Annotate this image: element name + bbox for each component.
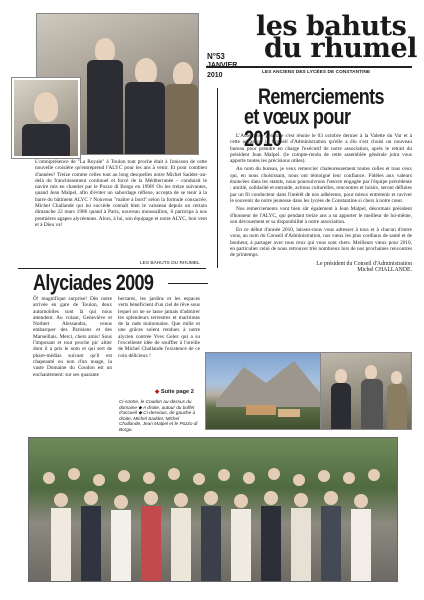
column-divider: [217, 88, 218, 268]
alyciades-continued: [155, 389, 194, 395]
masthead-tagline: LES ANCIENS DES LYCÉES DE CONSTANTINE: [262, 69, 371, 74]
remerciements-paragraph-4: En ce début d'année 2010, laissez-nous vous adresser à tous et à chacun d'entre vous, au nom du Conseil d'Administration, nos vœux les plus cordiaux de santé et de bonheur, à partager avec tous ceux qui vous sont chers. Meilleurs vœux pour 2010, en particulier celui de nous retrouver très nombreux lors de nos prochaines rencontres de printemps.: [230, 227, 412, 259]
royale-signature: LES BAHUTS DU RHUMEL: [140, 261, 200, 266]
remerciements-title-line1: Remerciements: [258, 84, 384, 109]
section-rule-left: [18, 268, 206, 269]
photo-caption: Ci-contre, le Coudon au-dessus du domaine ◆ A droite, autour du buffet d'accueil ◆ Ci-dessous, de gauche à droite, Michel Sadder, Michel Challande, Jean Malpel et le Pozzo di Borgo.: [119, 399, 198, 432]
group-photo: [28, 437, 398, 582]
masthead-title-line2: du rhumel: [264, 33, 417, 64]
alyciades-column-1: Ô! magnifique surprise! Dès notre arrivée en gare de Toulon, deux automobiles sont là qui nous attendent. Au volant, Geneviève et Norbert Alessandra, venus embarquer des Parisiens et des Marseillais. Merci, chers amis! Sous l'imposant et tout proche pic altier dont il a pris le nom et qui sert de phare-médias suivant qu'il est chapeauté ou non d'un nuage, la vaste Domaine du Coudon est un enchantement: sur ses quarante: [33, 296, 112, 378]
royale-article: L'omniprésence de "La Royale" à Toulon tout proche était à l'unisson de cette nouvelle croisière qu'entreprend l'ALYC pour les ans à venir. Et pour combien d'années? Treize comme celles tout au long desquelles notre Michel Sadder–au-delà du franchissement continuel et forcé de la Méditerranée – conduisit le navire mis en chantier par le Pozzo di Borgo en 1998! Ou les treize suivantes, quand Jean Malpel, afin d'éviter un sabordage réflexe, accepta de se tenir à la barre du bâtiment ALYC ? Nouveau "maître à bord" selon la formule consacrée, Michel Challande qui lui succède connaît bien le vaisseau depuis un certain dimanche 22 mars 1986 quand à Paris, nouveau moussaillon, il participa à nos premières agapes alycéennes. Alors, à lui, son équipage et notre ALYC, bon vent et à Dieu va!: [35, 159, 207, 228]
coudon-landscape-photo: [205, 352, 321, 430]
remerciements-paragraph-1: L'Assemblée générale s'est réunie le 03 octobre dernier à la Valette du Var et à cette occasion, le Conseil d'Administration qu'elle a élu s'est choisi un nouveau bureau pour prendre en charge l'exécutif de notre association, après le retrait du président Jean Malpel. (le compte-rendu de cette assemblée générale joint vous apporte toutes les précisions utiles).: [230, 133, 412, 165]
issue-month: JANVIER: [207, 62, 238, 69]
alyciades-column-2: hectares, les jardins et les espaces verts bénéficient d'un ciel de rêve sous lequel on ne se lasse jamais d'admirer les splendeurs terrestres et maritimes de la rade toulonnaise. Que mille et une grâces soient rendues à notre alycien contrée Yves Gelez qui a su l'excellente idée de souffler à l'oreille de Michel Challande l'existence de ce coin délicieux !: [118, 296, 200, 359]
remerciements-body: [230, 133, 412, 273]
mountain-icon: [206, 353, 320, 429]
buffet-photo: [320, 352, 412, 430]
remerciements-paragraph-2: Au nom du bureau, je veux remercier chaleureusement toutes celles et tous ceux qui, en nous choisissant, nous ont témoigné leur confiance. Fidèles aux valeurs énoncées dans les statuts, nous poursuivrons l'œuvre engagée par l'équipe précédente : amitié, solidarité et entraide, actions culturelles, rencontres et loisirs, seront définies par un fil conducteur dans l'intérêt de nos adhérents, pour mieux entretenir et raviver le souvenir de notre jeunesse dans les lycées de Constantine si chers à notre cœur.: [230, 166, 412, 204]
alyciades-continued-label: Suite page 2: [160, 389, 194, 395]
issue-number: N°53: [207, 52, 225, 61]
remerciements-title-line2: et vœux pour 2010: [244, 104, 351, 151]
alyciades-title-rule: [168, 283, 208, 284]
alyciades-title: Alyciades 2009: [33, 270, 154, 295]
remerciements-signer: Michel CHALLANDE.: [357, 266, 412, 273]
remerciements-signature: Le président du Conseil d'Administration: [316, 260, 412, 267]
arrow-icon: ◆: [155, 389, 160, 395]
remerciements-paragraph-3: Nos remerciements vont bien sûr également à Jean Malpel, désormais président d'honneur de l'ALYC, qui pendant treize ans a su apporter le meilleur de lui-même, son dévouement et sa disponibilité à notre association.: [230, 206, 412, 225]
crowd-icon: [29, 438, 397, 581]
masthead-title-line1: les bahuts: [256, 11, 407, 42]
inset-portrait-photo: [12, 78, 80, 158]
issue-year: 2010: [207, 72, 223, 79]
